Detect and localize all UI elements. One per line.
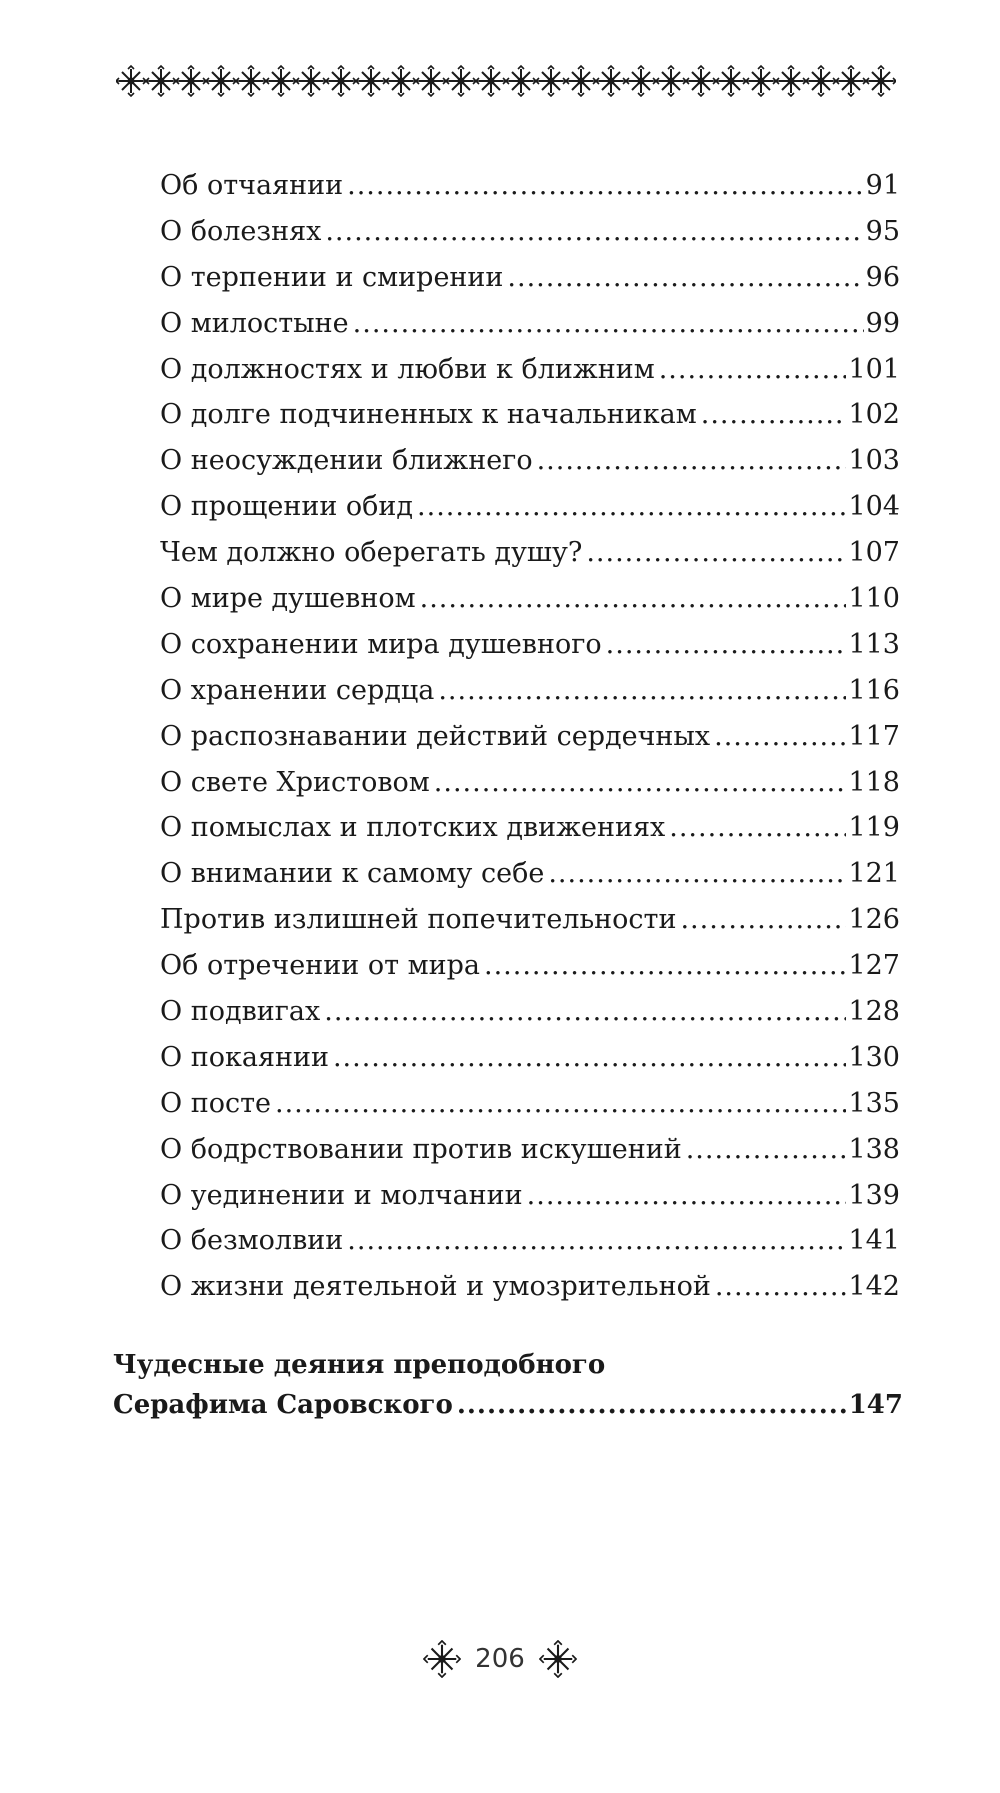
toc-entry (160, 1180, 900, 1226)
toc-entry-title: О бодрствовании против искушений (160, 1133, 682, 1165)
toc-entry-title: О прощении обид (160, 491, 414, 523)
snowflake-border-icon (116, 62, 896, 100)
toc-entry-title: Против излишней попечительности (160, 904, 677, 936)
dot-leader (420, 583, 847, 614)
toc-entry-title: Чем должно оберегать душу? (160, 537, 583, 569)
dot-leader (417, 491, 846, 522)
toc-entry (160, 537, 900, 583)
toc-entry-title: О свете Христовом (160, 766, 430, 798)
dot-leader (457, 1390, 847, 1420)
toc-entry-page: 119 (848, 812, 900, 844)
dot-leader (686, 1134, 847, 1165)
toc-entry (160, 996, 900, 1042)
final-section-title-line2: Серафима Саровского (113, 1390, 453, 1420)
toc-entry-page: 117 (848, 720, 900, 752)
toc-entry-page: 138 (848, 1133, 900, 1165)
dot-leader (324, 996, 846, 1027)
dot-leader (484, 950, 846, 981)
dot-leader (275, 1088, 846, 1119)
final-section-title-line1: Чудесные деяния преподобного (113, 1350, 606, 1380)
toc-entry-page: 110 (848, 583, 900, 615)
toc-entry-title: О терпении и смирении (160, 261, 504, 293)
toc-entry (160, 1042, 900, 1088)
dot-leader (606, 629, 847, 660)
page-footer (0, 1640, 1000, 1678)
toc-entry-title: О болезнях (160, 215, 322, 247)
toc-entry-title: О хранении сердца (160, 674, 435, 706)
toc-entry-title: О неосуждении ближнего (160, 445, 533, 477)
dot-leader (507, 262, 863, 293)
toc-entry (160, 308, 900, 354)
final-section-entry (113, 1350, 903, 1420)
dot-leader (347, 170, 864, 201)
toc-entry-title: О безмолвии (160, 1225, 344, 1257)
toc-entry-page: 104 (848, 491, 900, 523)
table-of-contents (160, 170, 900, 1317)
dot-leader (325, 216, 863, 247)
snowflake-icon (539, 1640, 577, 1678)
toc-entry-page: 141 (848, 1225, 900, 1257)
toc-entry-title: О посте (160, 1087, 272, 1119)
dot-leader (701, 399, 847, 430)
toc-entry (160, 1134, 900, 1180)
toc-entry (160, 767, 900, 813)
toc-entry-title: О покаянии (160, 1041, 329, 1073)
toc-entry-page: 96 (865, 261, 900, 293)
toc-entry-title: О милостыне (160, 307, 349, 339)
toc-entry-title: О должностях и любви к ближним (160, 353, 655, 385)
dot-leader (669, 812, 846, 843)
final-section-page: 147 (848, 1390, 903, 1420)
toc-entry (160, 399, 900, 445)
dot-leader (347, 1225, 846, 1256)
dot-leader (659, 354, 847, 385)
toc-entry-title: О помыслах и плотских движениях (160, 812, 666, 844)
toc-entry-page: 99 (865, 307, 900, 339)
toc-entry-title: О сохранении мира душевного (160, 628, 602, 660)
toc-entry-page: 118 (848, 766, 900, 798)
toc-entry-page: 116 (848, 674, 900, 706)
toc-entry (160, 812, 900, 858)
dot-leader (333, 1042, 846, 1073)
dot-leader (434, 767, 847, 798)
toc-entry (160, 170, 900, 216)
dot-leader (680, 904, 846, 935)
toc-entry-title: О долге подчиненных к начальникам (160, 399, 697, 431)
toc-entry (160, 445, 900, 491)
toc-entry (160, 950, 900, 996)
toc-entry-page: 113 (848, 628, 900, 660)
toc-entry-page: 142 (848, 1271, 900, 1303)
toc-entry (160, 904, 900, 950)
dot-leader (353, 308, 864, 339)
dot-leader (527, 1180, 847, 1211)
final-section-title-line2-row (113, 1390, 903, 1420)
toc-entry-title: О подвигах (160, 996, 321, 1028)
toc-entry-page: 103 (848, 445, 900, 477)
toc-entry-page: 130 (848, 1041, 900, 1073)
toc-entry-page: 121 (848, 858, 900, 890)
toc-entry (160, 1225, 900, 1271)
toc-entry-page: 95 (865, 215, 900, 247)
toc-entry (160, 858, 900, 904)
dot-leader (537, 445, 847, 476)
toc-entry-title: О распознавании действий сердечных (160, 720, 711, 752)
toc-entry-title: О жизни деятельной и умозрительной (160, 1271, 711, 1303)
dot-leader (715, 1271, 847, 1302)
toc-entry-title: О внимании к самому себе (160, 858, 545, 890)
toc-entry-title: О уединении и молчании (160, 1179, 523, 1211)
dot-leader (548, 858, 846, 889)
dot-leader (586, 537, 846, 568)
toc-entry-page: 91 (865, 170, 900, 201)
toc-entry (160, 491, 900, 537)
toc-entry-page: 101 (848, 353, 900, 385)
toc-entry (160, 354, 900, 400)
toc-entry (160, 1271, 900, 1317)
toc-entry-page: 128 (848, 996, 900, 1028)
dot-leader (714, 721, 846, 752)
toc-entry (160, 262, 900, 308)
toc-entry (160, 629, 900, 675)
toc-entry-page: 126 (848, 904, 900, 936)
page-number: 206 (475, 1644, 525, 1674)
toc-entry-page: 107 (848, 537, 900, 569)
toc-entry-title: Об отчаянии (160, 170, 344, 201)
dot-leader (438, 675, 846, 706)
toc-entry-title: Об отречении от мира (160, 950, 480, 982)
toc-entry-page: 102 (848, 399, 900, 431)
toc-entry-page: 127 (848, 950, 900, 982)
toc-entry-title: О мире душевном (160, 583, 416, 615)
toc-entry (160, 583, 900, 629)
toc-entry (160, 216, 900, 262)
toc-entry-page: 135 (848, 1087, 900, 1119)
toc-entry (160, 675, 900, 721)
toc-entry (160, 1088, 900, 1134)
snowflake-icon (423, 1640, 461, 1678)
toc-entry (160, 721, 900, 767)
toc-entry-page: 139 (848, 1179, 900, 1211)
